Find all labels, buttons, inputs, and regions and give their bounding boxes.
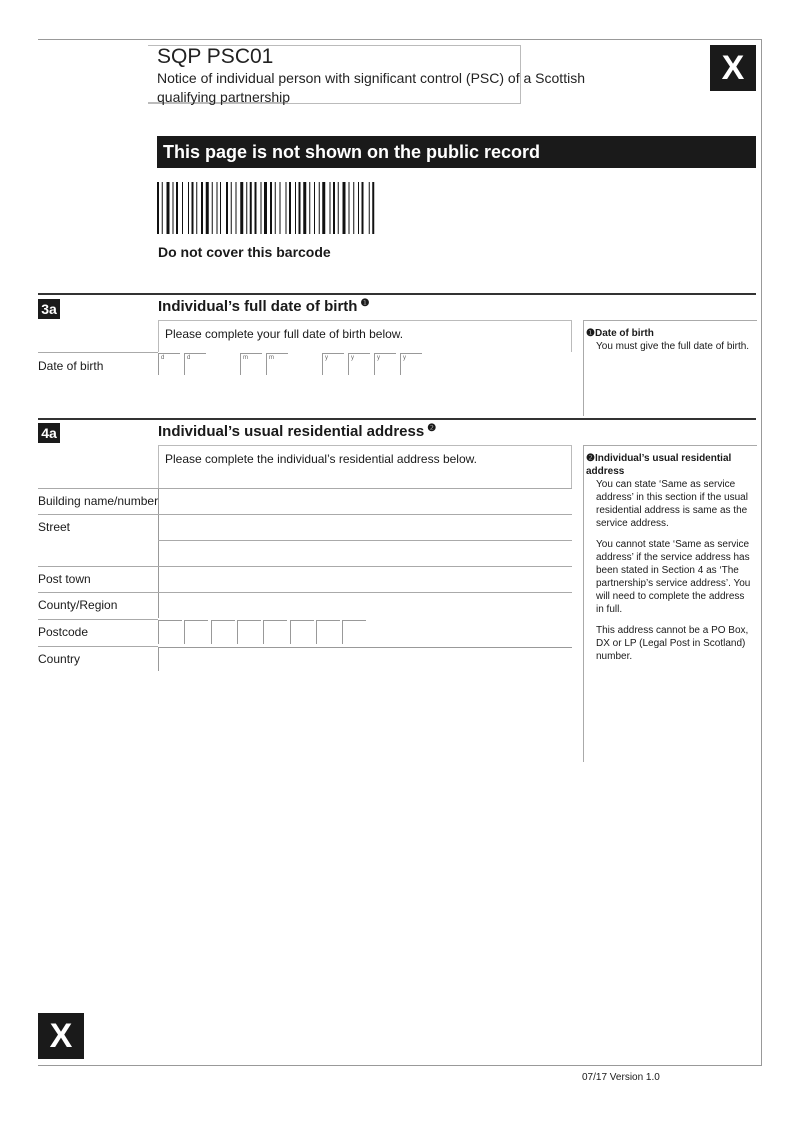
barcode-bar: [303, 182, 306, 234]
guidance-3a-body: You must give the full date of birth.: [596, 341, 750, 352]
postcode-cell[interactable]: [184, 620, 208, 644]
barcode-bar: [217, 182, 218, 234]
barcode-bar: [176, 182, 178, 234]
barcode-bar: [299, 182, 301, 234]
postcode-cell[interactable]: [237, 620, 261, 644]
barcode-bar: [196, 182, 197, 234]
post-town-input[interactable]: [158, 567, 572, 592]
corner-mark-top: X: [710, 45, 756, 91]
section-3a-number: 3a: [38, 299, 60, 319]
section-4a-title-text: Individual’s usual residential address: [158, 423, 425, 440]
public-record-banner: This page is not shown on the public record: [157, 136, 756, 168]
dob-cell[interactable]: y: [322, 353, 344, 375]
post-town-label: Post town: [38, 572, 91, 586]
version-label: 07/17 Version 1.0: [582, 1072, 660, 1083]
top-rule: [38, 39, 761, 40]
guidance-3a-heading: Date of birth: [594, 328, 654, 339]
street-label: Street: [38, 520, 71, 534]
barcode-bar: [280, 182, 281, 234]
barcode-bar: [231, 182, 232, 234]
barcode-bar: [192, 182, 194, 234]
barcode-bar: [319, 182, 320, 234]
dob-cell[interactable]: m: [240, 353, 262, 375]
barcode-bar: [206, 182, 209, 234]
barcode-bar: [250, 182, 252, 234]
info-marker-icon: ❶: [360, 298, 370, 309]
guidance-4a-marker: ❷: [586, 453, 595, 464]
barcode-bar: [270, 182, 272, 234]
barcode-bar: [246, 182, 247, 234]
barcode-bar: [261, 182, 262, 234]
county-input[interactable]: [158, 593, 572, 618]
form-title: Notice of individual person with significant control (PSC) of a Scottish qualifying partnership: [157, 70, 585, 105]
barcode-bar: [353, 182, 354, 234]
postcode-cell[interactable]: [211, 620, 235, 644]
section-4a-rule: [38, 418, 756, 420]
barcode-bar: [226, 182, 228, 234]
barcode-bar: [286, 182, 287, 234]
barcode-bar: [157, 182, 159, 234]
dob-cell[interactable]: d: [158, 353, 180, 375]
postcode-cell[interactable]: [290, 620, 314, 644]
guidance-3a-top: [583, 320, 757, 321]
dob-cell[interactable]: y: [348, 353, 370, 375]
barcode-bar: [162, 182, 163, 234]
barcode-bar: [333, 182, 335, 234]
section-3a-title-text: Individual’s full date of birth: [158, 298, 358, 315]
row-rule: [38, 646, 158, 647]
form-code: SQP PSC01: [157, 45, 274, 68]
barcode-bar: [343, 182, 346, 234]
dob-cell[interactable]: y: [374, 353, 396, 375]
barcode-bar: [220, 182, 221, 234]
section-4a-intro: Please complete the individual’s residential address below.: [158, 445, 572, 488]
bottom-rule: [38, 1065, 761, 1066]
section-4a-title: [158, 423, 436, 440]
postcode-cell[interactable]: [342, 620, 366, 644]
barcode-bar: [255, 182, 257, 234]
guidance-4a-p3: This address cannot be a PO Box, DX or LP (Legal Post in Scotland) number.: [596, 625, 749, 662]
dob-row-rule: [38, 352, 158, 353]
country-input[interactable]: [158, 647, 572, 671]
dob-label: Date of birth: [38, 359, 104, 373]
barcode-bar: [314, 182, 315, 234]
barcode-bar: [309, 182, 310, 234]
guidance-4a-heading: Individual’s usual residential address: [586, 453, 732, 477]
barcode-bar: [240, 182, 243, 234]
section-4a-number: 4a: [38, 423, 60, 443]
postcode-label: Postcode: [38, 625, 89, 639]
street-input-1[interactable]: [158, 515, 572, 540]
barcode-note: Do not cover this barcode: [158, 244, 331, 260]
postcode-cell[interactable]: [316, 620, 340, 644]
dob-cell[interactable]: d: [184, 353, 206, 375]
barcode-bar: [322, 182, 325, 234]
right-frame: [761, 39, 762, 1066]
barcode: [157, 182, 437, 234]
barcode-bar: [330, 182, 331, 234]
street-input-2[interactable]: [158, 541, 572, 566]
postcode-cell[interactable]: [263, 620, 287, 644]
barcode-bar: [338, 182, 339, 234]
section-3a-intro: Please complete your full date of birth below.: [158, 320, 572, 352]
dob-cell[interactable]: y: [400, 353, 422, 375]
county-label: County/Region: [38, 598, 118, 612]
barcode-bar: [295, 182, 296, 234]
barcode-bar: [264, 182, 267, 234]
barcode-bar: [182, 182, 183, 234]
barcode-bar: [173, 182, 174, 234]
barcode-bar: [362, 182, 364, 234]
barcode-bar: [188, 182, 189, 234]
postcode-cell[interactable]: [158, 620, 182, 644]
building-label: Building name/number: [38, 494, 159, 508]
country-label: Country: [38, 652, 81, 666]
barcode-bar: [372, 182, 374, 234]
row-rule: [38, 619, 158, 620]
barcode-bar: [358, 182, 359, 234]
guidance-3a-marker: ❶: [586, 328, 595, 339]
corner-mark-bottom: X: [38, 1013, 84, 1059]
barcode-bar: [201, 182, 203, 234]
barcode-bar: [369, 182, 370, 234]
barcode-bar: [212, 182, 213, 234]
building-input[interactable]: [158, 489, 572, 514]
info-marker-icon: ❷: [427, 423, 437, 434]
section-3a-rule: [38, 293, 756, 295]
guidance-3a: [586, 327, 754, 361]
guidance-4a-p2: You cannot state ‘Same as service address’ if the service address has been stated in Section 4 as ‘The partnership’s service address’. You will need to complete the address in full.: [596, 539, 751, 615]
guidance-4a: [586, 452, 754, 671]
barcode-bar: [275, 182, 276, 234]
barcode-bar: [289, 182, 291, 234]
dob-cell[interactable]: m: [266, 353, 288, 375]
barcode-bar: [349, 182, 350, 234]
guidance-4a-p1: You can state ‘Same as service address’ in this section if the usual residential address is same as the service address.: [596, 479, 748, 529]
barcode-bar: [236, 182, 237, 234]
barcode-bar: [167, 182, 170, 234]
section-3a-title: [158, 298, 369, 315]
